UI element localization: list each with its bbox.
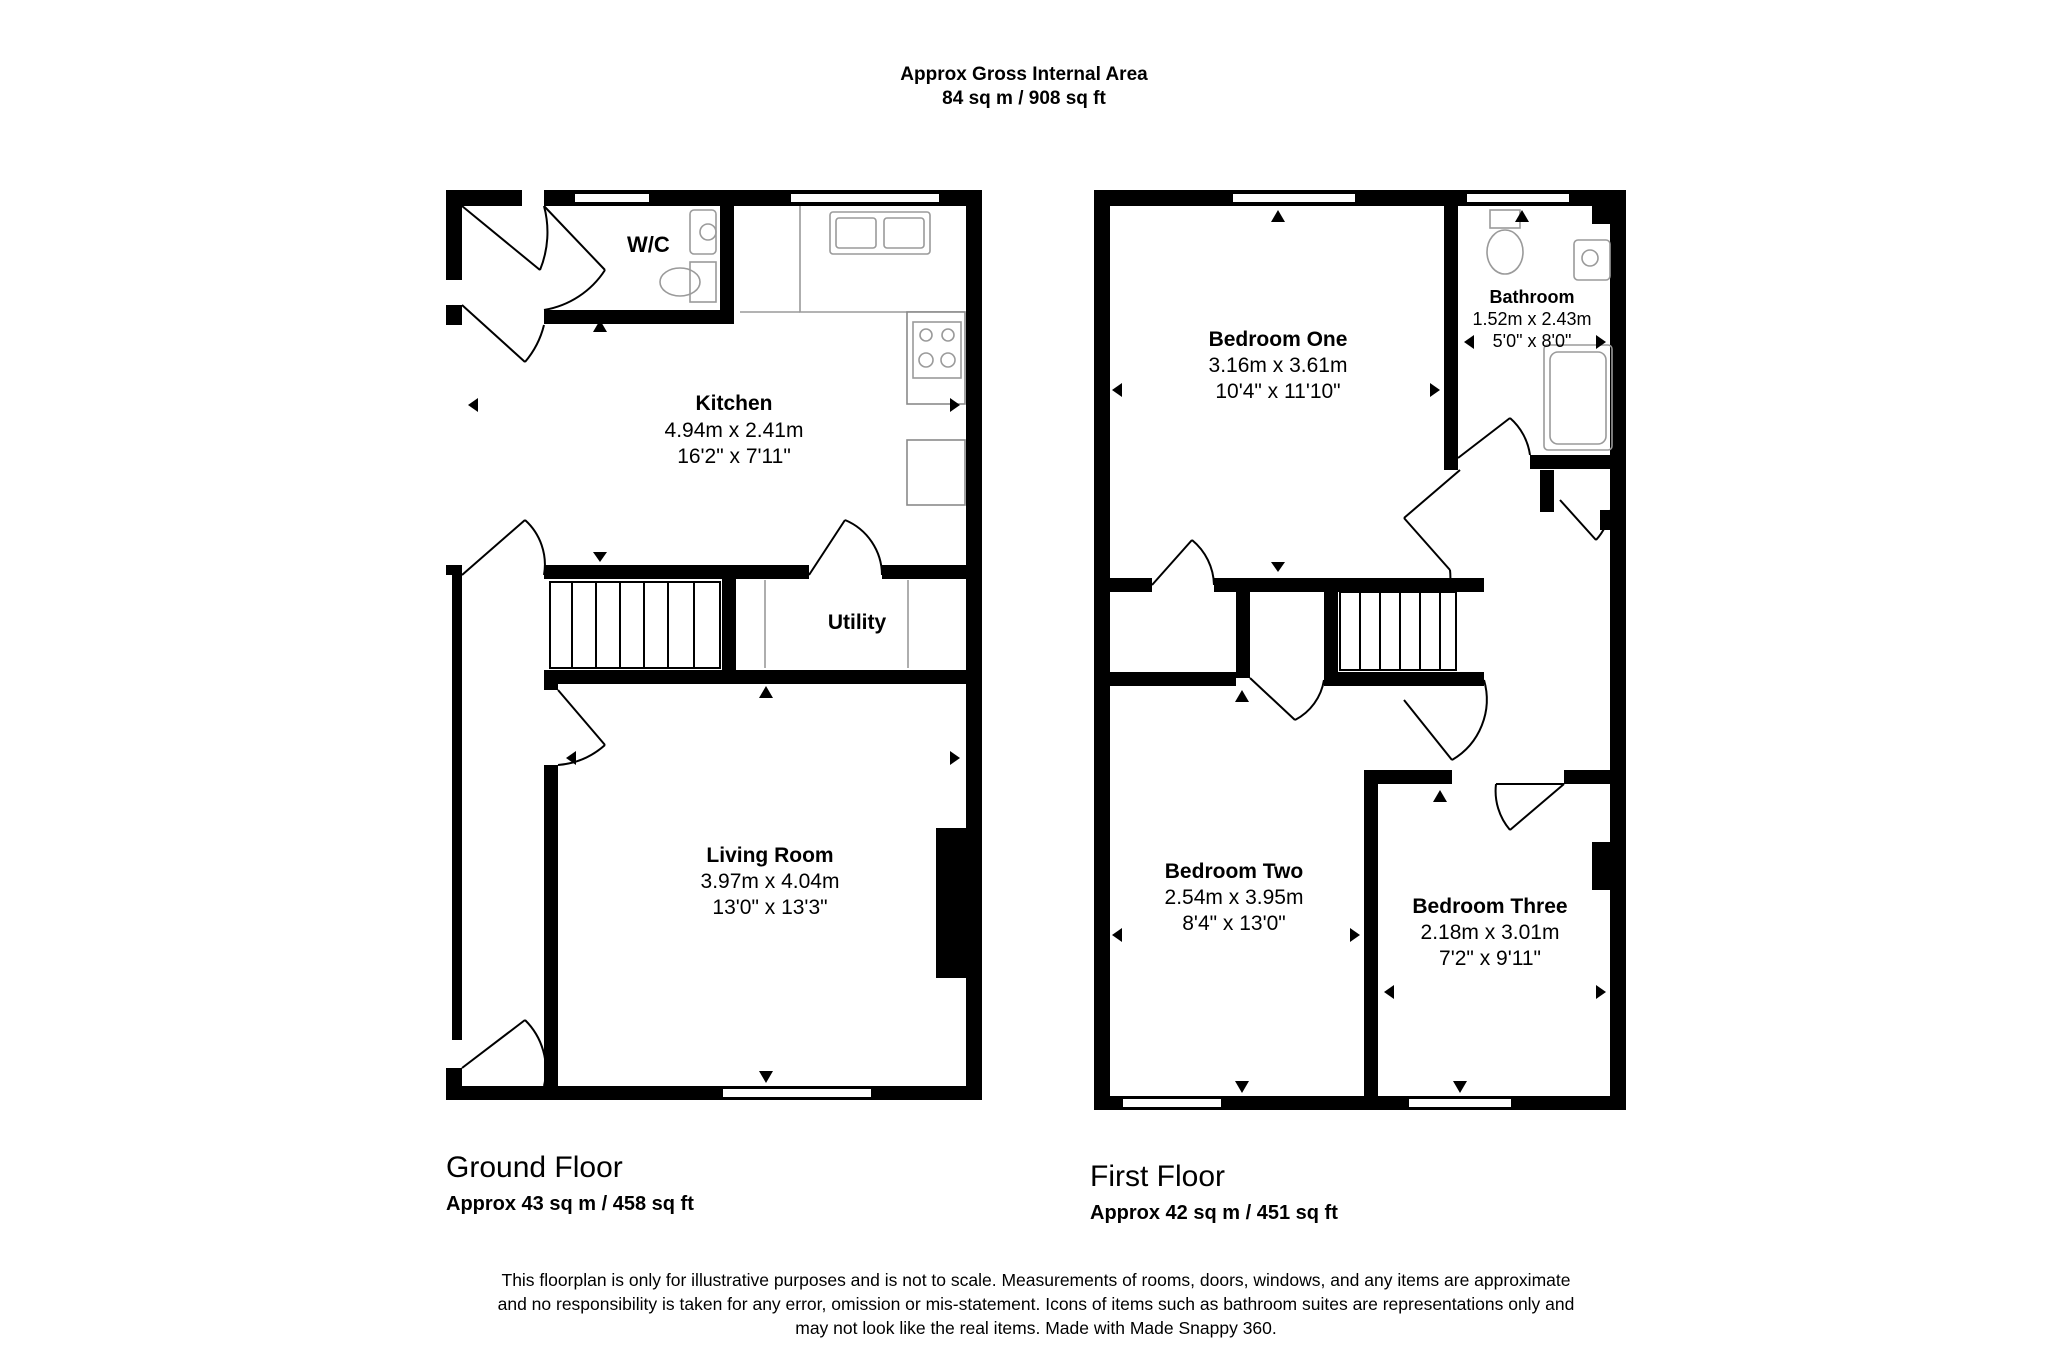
bedroom-three-label: Bedroom Three: [1412, 895, 1568, 918]
kitchen-label: Kitchen: [695, 392, 773, 415]
living-room-metric: 3.97m x 4.04m: [700, 870, 840, 893]
wc-label: W/C: [627, 232, 670, 257]
ground-floor-plan: [446, 190, 982, 1100]
kitchen-metric: 4.94m x 2.41m: [664, 419, 804, 442]
bathroom-metric: 1.52m x 2.43m: [1472, 309, 1592, 329]
first-floor-area: Approx 42 sq m / 451 sq ft: [1090, 1202, 1338, 1224]
bathroom-label: Bathroom: [1489, 287, 1575, 307]
bedroom-two-metric: 2.54m x 3.95m: [1164, 886, 1304, 909]
first-floor-title: First Floor: [1090, 1160, 1225, 1193]
bedroom-three-metric: 2.18m x 3.01m: [1420, 921, 1560, 944]
header-title: Approx Gross Internal Area: [900, 64, 1148, 85]
kitchen-imperial: 16'2" x 7'11": [677, 445, 791, 468]
bedroom-two-imperial: 8'4" x 13'0": [1182, 912, 1286, 935]
bedroom-two-label: Bedroom Two: [1164, 860, 1304, 883]
utility-label: Utility: [827, 611, 887, 634]
bedroom-three-imperial: 7'2" x 9'11": [1439, 947, 1541, 970]
living-room-imperial: 13'0" x 13'3": [712, 896, 828, 919]
disclaimer-line-2: and no responsibility is taken for any error, omission or mis-statement. Icons of items such as bathroom suites are representations only and: [497, 1294, 1575, 1314]
disclaimer-line-3: may not look like the real items. Made with Made Snappy 360.: [795, 1318, 1277, 1338]
bedroom-one-label: Bedroom One: [1208, 328, 1348, 351]
header-area: 84 sq m / 908 sq ft: [942, 88, 1106, 109]
bedroom-one-metric: 3.16m x 3.61m: [1208, 354, 1348, 377]
disclaimer-line-1: This floorplan is only for illustrative purposes and is not to scale. Measurements of rooms, doors, windows, and any items are approximate: [501, 1270, 1571, 1290]
bathroom-imperial: 5'0" x 8'0": [1492, 331, 1572, 351]
living-room-label: Living Room: [706, 844, 834, 867]
ground-floor-title: Ground Floor: [446, 1151, 623, 1184]
bedroom-one-imperial: 10'4" x 11'10": [1215, 380, 1341, 403]
ground-floor-area: Approx 43 sq m / 458 sq ft: [446, 1193, 694, 1215]
